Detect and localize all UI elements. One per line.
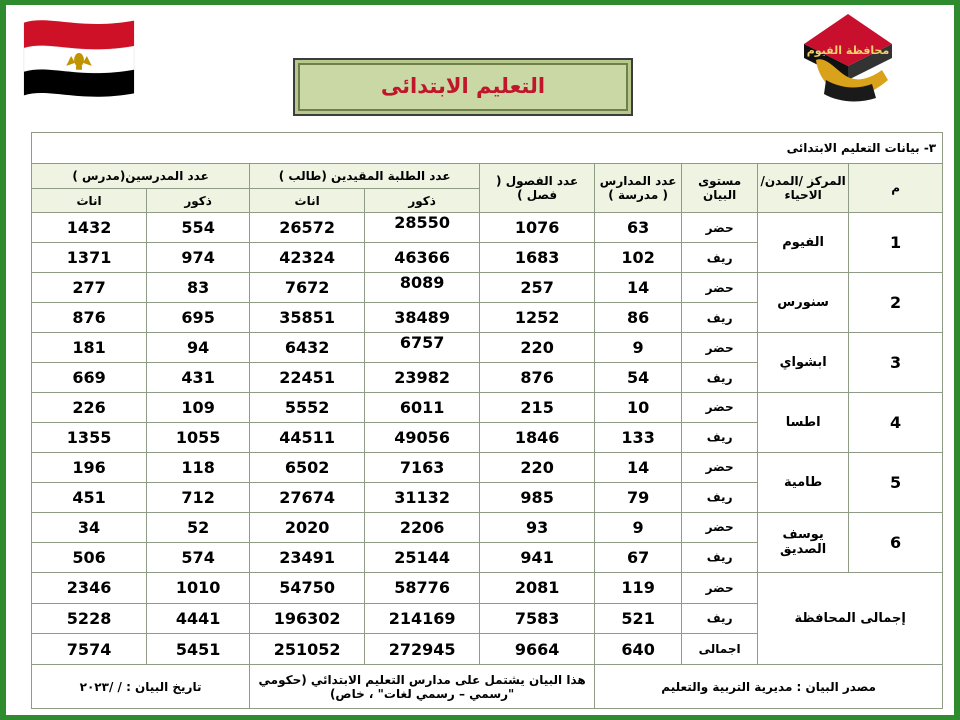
header-students: عدد الطلبة المقيدين (طالب ) bbox=[250, 163, 480, 188]
level-cell: ريف bbox=[682, 422, 758, 452]
level-cell: حضر bbox=[682, 572, 758, 603]
level-cell: حضر bbox=[682, 333, 758, 363]
classes-cell: 215 bbox=[480, 393, 595, 423]
fayoum-education-logo-icon bbox=[796, 10, 900, 106]
teachers-females-cell: 7574 bbox=[32, 634, 147, 665]
table-row bbox=[32, 393, 943, 423]
footer-row bbox=[32, 665, 943, 709]
primary-education-table bbox=[31, 132, 943, 709]
schools-cell: 54 bbox=[595, 363, 682, 393]
page-title: التعليم الابتدائى bbox=[380, 74, 546, 98]
header-classes: عدد الفصول ( فصل ) bbox=[480, 163, 595, 213]
teachers-females-cell: 1432 bbox=[32, 213, 147, 243]
schools-cell: 63 bbox=[595, 213, 682, 243]
classes-cell: 1252 bbox=[480, 303, 595, 333]
students-females-cell: 196302 bbox=[250, 603, 365, 634]
students-females-cell: 6432 bbox=[250, 333, 365, 363]
classes-cell: 9664 bbox=[480, 634, 595, 665]
data-note: هذا البيان يشتمل على مدارس التعليم الابتدائي (حكومي "رسمي – رسمي لغات" ، خاص) bbox=[250, 665, 595, 709]
classes-cell: 1683 bbox=[480, 243, 595, 273]
teachers-males-cell: 5451 bbox=[147, 634, 250, 665]
classes-cell: 220 bbox=[480, 452, 595, 482]
header-level: مستوى البيان bbox=[682, 163, 758, 213]
teachers-females-cell: 451 bbox=[32, 482, 147, 512]
students-males-cell: 31132 bbox=[365, 482, 480, 512]
students-females-cell: 5552 bbox=[250, 393, 365, 423]
svg-text:محافظة الفيوم: محافظة الفيوم bbox=[806, 44, 890, 57]
teachers-females-cell: 876 bbox=[32, 303, 147, 333]
header-schools: عدد المدارس ( مدرسة ) bbox=[595, 163, 682, 213]
table-row bbox=[32, 512, 943, 542]
teachers-females-cell: 226 bbox=[32, 393, 147, 423]
teachers-males-cell: 118 bbox=[147, 452, 250, 482]
teachers-males-cell: 695 bbox=[147, 303, 250, 333]
table-row bbox=[32, 273, 943, 303]
classes-cell: 2081 bbox=[480, 572, 595, 603]
teachers-females-cell: 2346 bbox=[32, 572, 147, 603]
students-females-cell: 44511 bbox=[250, 422, 365, 452]
total-row bbox=[32, 572, 943, 603]
table-row bbox=[32, 213, 943, 243]
row-number: 5 bbox=[849, 452, 943, 512]
center-name: ابشواي bbox=[758, 333, 849, 393]
center-name: الفيوم bbox=[758, 213, 849, 273]
classes-cell: 876 bbox=[480, 363, 595, 393]
students-females-cell: 23491 bbox=[250, 542, 365, 572]
teachers-males-cell: 52 bbox=[147, 512, 250, 542]
teachers-males-cell: 554 bbox=[147, 213, 250, 243]
table-row bbox=[32, 452, 943, 482]
classes-cell: 257 bbox=[480, 273, 595, 303]
schools-cell: 9 bbox=[595, 512, 682, 542]
level-cell: حضر bbox=[682, 213, 758, 243]
center-name: يوسف الصديق bbox=[758, 512, 849, 572]
schools-cell: 119 bbox=[595, 572, 682, 603]
classes-cell: 985 bbox=[480, 482, 595, 512]
data-source: مصدر البيان : مديرية التربية والتعليم bbox=[595, 665, 943, 709]
header-teachers-males: ذكور bbox=[147, 188, 250, 213]
header-center: المركز /المدن/الاحياء bbox=[758, 163, 849, 213]
teachers-females-cell: 506 bbox=[32, 542, 147, 572]
teachers-males-cell: 1010 bbox=[147, 572, 250, 603]
teachers-females-cell: 5228 bbox=[32, 603, 147, 634]
students-males-cell: 49056 bbox=[365, 422, 480, 452]
level-cell: حضر bbox=[682, 393, 758, 423]
level-cell: ريف bbox=[682, 482, 758, 512]
level-cell: حضر bbox=[682, 273, 758, 303]
students-males-cell: 6011 bbox=[365, 393, 480, 423]
students-males-cell: 214169 bbox=[365, 603, 480, 634]
students-females-cell: 7672 bbox=[250, 273, 365, 303]
egypt-flag-icon bbox=[20, 14, 138, 98]
classes-cell: 220 bbox=[480, 333, 595, 363]
schools-cell: 521 bbox=[595, 603, 682, 634]
students-males-cell: 8089 bbox=[365, 273, 480, 303]
teachers-females-cell: 277 bbox=[32, 273, 147, 303]
students-males-cell: 7163 bbox=[365, 452, 480, 482]
teachers-males-cell: 109 bbox=[147, 393, 250, 423]
students-males-cell: 25144 bbox=[365, 542, 480, 572]
schools-cell: 14 bbox=[595, 452, 682, 482]
header-students-females: اناث bbox=[250, 188, 365, 213]
students-males-cell: 38489 bbox=[365, 303, 480, 333]
schools-cell: 640 bbox=[595, 634, 682, 665]
row-number: 3 bbox=[849, 333, 943, 393]
teachers-males-cell: 974 bbox=[147, 243, 250, 273]
row-number: 1 bbox=[849, 213, 943, 273]
page-title-box bbox=[293, 58, 633, 116]
students-males-cell: 272945 bbox=[365, 634, 480, 665]
students-females-cell: 27674 bbox=[250, 482, 365, 512]
table-row bbox=[32, 333, 943, 363]
classes-cell: 93 bbox=[480, 512, 595, 542]
center-name: سنورس bbox=[758, 273, 849, 333]
teachers-males-cell: 712 bbox=[147, 482, 250, 512]
row-number: 2 bbox=[849, 273, 943, 333]
level-cell: حضر bbox=[682, 512, 758, 542]
students-females-cell: 35851 bbox=[250, 303, 365, 333]
center-name: طامية bbox=[758, 452, 849, 512]
teachers-males-cell: 94 bbox=[147, 333, 250, 363]
teachers-males-cell: 83 bbox=[147, 273, 250, 303]
teachers-males-cell: 4441 bbox=[147, 603, 250, 634]
classes-cell: 7583 bbox=[480, 603, 595, 634]
students-males-cell: 23982 bbox=[365, 363, 480, 393]
students-females-cell: 6502 bbox=[250, 452, 365, 482]
level-cell: ريف bbox=[682, 363, 758, 393]
teachers-females-cell: 181 bbox=[32, 333, 147, 363]
level-cell: ريف bbox=[682, 303, 758, 333]
row-number: 6 bbox=[849, 512, 943, 572]
students-males-cell: 2206 bbox=[365, 512, 480, 542]
schools-cell: 67 bbox=[595, 542, 682, 572]
schools-cell: 102 bbox=[595, 243, 682, 273]
students-males-cell: 58776 bbox=[365, 572, 480, 603]
level-cell: حضر bbox=[682, 452, 758, 482]
header-teachers-females: اناث bbox=[32, 188, 147, 213]
schools-cell: 133 bbox=[595, 422, 682, 452]
teachers-males-cell: 1055 bbox=[147, 422, 250, 452]
teachers-females-cell: 34 bbox=[32, 512, 147, 542]
level-cell: اجمالى bbox=[682, 634, 758, 665]
students-females-cell: 251052 bbox=[250, 634, 365, 665]
students-females-cell: 42324 bbox=[250, 243, 365, 273]
level-cell: ريف bbox=[682, 603, 758, 634]
teachers-females-cell: 196 bbox=[32, 452, 147, 482]
schools-cell: 79 bbox=[595, 482, 682, 512]
teachers-females-cell: 1355 bbox=[32, 422, 147, 452]
data-date: تاريخ البيان : / /٢٠٢٣ bbox=[32, 665, 250, 709]
header-teachers: عدد المدرسين(مدرس ) bbox=[32, 163, 250, 188]
classes-cell: 1076 bbox=[480, 213, 595, 243]
students-females-cell: 2020 bbox=[250, 512, 365, 542]
center-name: اطسا bbox=[758, 393, 849, 453]
schools-cell: 86 bbox=[595, 303, 682, 333]
level-cell: ريف bbox=[682, 243, 758, 273]
teachers-males-cell: 574 bbox=[147, 542, 250, 572]
students-males-cell: 6757 bbox=[365, 333, 480, 363]
students-females-cell: 54750 bbox=[250, 572, 365, 603]
students-females-cell: 22451 bbox=[250, 363, 365, 393]
header-number: م bbox=[849, 163, 943, 213]
classes-cell: 1846 bbox=[480, 422, 595, 452]
total-label: إجمالى المحافظة bbox=[758, 572, 943, 665]
row-number: 4 bbox=[849, 393, 943, 453]
teachers-females-cell: 669 bbox=[32, 363, 147, 393]
level-cell: ريف bbox=[682, 542, 758, 572]
teachers-males-cell: 431 bbox=[147, 363, 250, 393]
classes-cell: 941 bbox=[480, 542, 595, 572]
schools-cell: 10 bbox=[595, 393, 682, 423]
students-females-cell: 26572 bbox=[250, 213, 365, 243]
students-males-cell: 46366 bbox=[365, 243, 480, 273]
header-students-males: ذكور bbox=[365, 188, 480, 213]
students-males-cell: 28550 bbox=[365, 213, 480, 243]
schools-cell: 14 bbox=[595, 273, 682, 303]
teachers-females-cell: 1371 bbox=[32, 243, 147, 273]
schools-cell: 9 bbox=[595, 333, 682, 363]
section-title: ٣- بيانات التعليم الابتدائى bbox=[32, 133, 943, 164]
